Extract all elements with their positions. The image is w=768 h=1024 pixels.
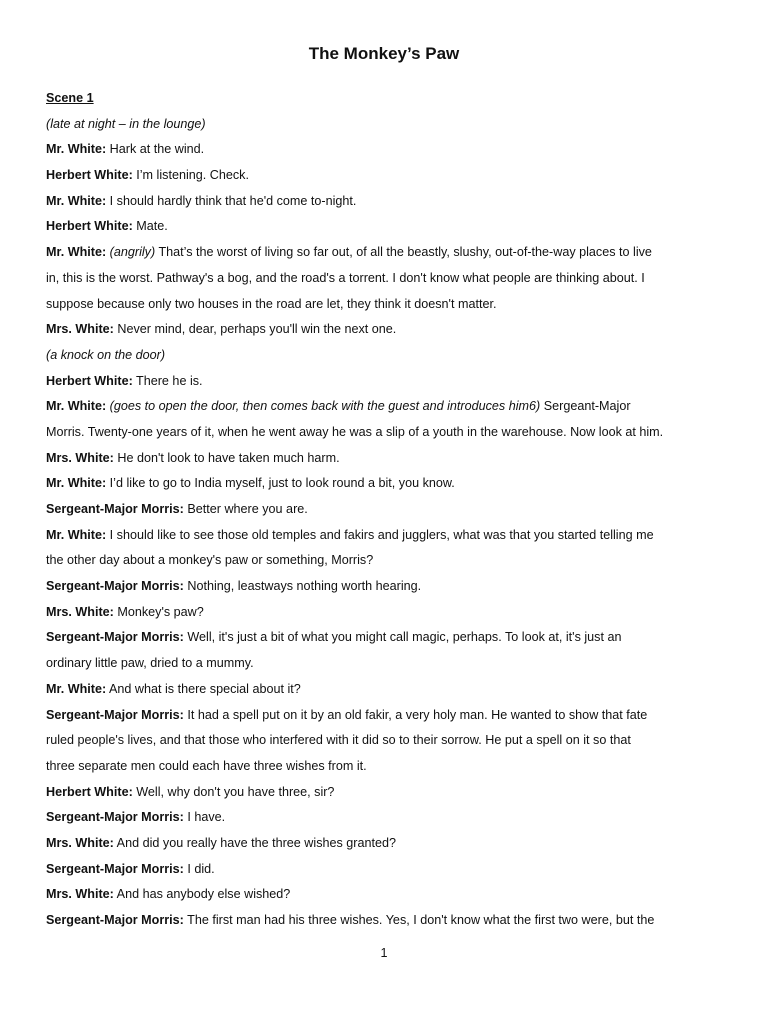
speaker-name: Sergeant-Major Morris: — [46, 502, 184, 516]
dialogue-text: I should like to see those old temples and fakirs and jugglers, what was that you started telling me — [106, 527, 654, 542]
dialogue-text: Sergeant-Major — [540, 399, 631, 414]
dialogue-line — [46, 882, 736, 908]
dialogue-line — [46, 523, 736, 549]
speaker-name: Mrs. White: — [46, 322, 114, 337]
dialogue-line — [46, 805, 736, 831]
speaker-name: Sergeant-Major Morris: — [46, 810, 184, 825]
stage-direction: (a knock on the door) — [46, 347, 166, 362]
page-number: 1 — [380, 946, 388, 960]
speaker-name: Herbert White: — [46, 784, 133, 799]
speaker-name: Mr. White: — [46, 399, 107, 414]
dialogue-line — [46, 137, 736, 163]
dialogue-text: Nothing, leastways nothing worth hearing. — [183, 579, 422, 594]
dialogue-text: the other day about a monkey's paw or something, Morris? — [46, 553, 374, 568]
dialogue-continuation-line — [46, 548, 736, 574]
dialogue-line — [46, 471, 736, 497]
page-title: The Monkey’s Paw — [308, 44, 460, 63]
speaker-name: Mrs. White: — [46, 604, 114, 619]
speaker-name: Mr. White: — [46, 681, 107, 696]
dialogue-text: I’d like to go to India myself, just to look round a bit, you know. — [106, 476, 455, 491]
dialogue-text: And has anybody else wished? — [113, 887, 291, 902]
dialogue-line — [46, 600, 736, 626]
dialogue-text: in, this is the worst. Pathway's a bog, and the road's a torrent. I don't know what people are thinking about. I — [46, 270, 645, 285]
dialogue-text: three separate men could each have three wishes from it. — [46, 758, 367, 773]
scene-heading-line — [46, 86, 736, 112]
dialogue-text: And what is there special about it? — [106, 681, 301, 696]
dialogue-line — [46, 703, 736, 729]
dialogue-line — [46, 908, 736, 934]
dialogue-line — [46, 780, 736, 806]
speaker-name: Sergeant-Major Morris: — [46, 913, 184, 927]
dialogue-text: That’s the worst of living so far out, of all the beastly, slushy, out-of-the-way places to live — [155, 245, 652, 260]
dialogue-text: I should hardly think that he'd come to-night. — [106, 193, 357, 208]
dialogue-text: Hark at the wind. — [106, 142, 205, 157]
dialogue-text: He don't look to have taken much harm. — [113, 450, 340, 465]
dialogue-line — [46, 189, 736, 215]
dialogue-line — [46, 625, 736, 651]
dialogue-text: Morris. Twenty-one years of it, when he went away he was a slip of a youth in the warehouse. Now look at him. — [46, 424, 664, 439]
dialogue-text: ruled people's lives, and that those who interfered with it did so to their sorrow. He put a spell on it so that — [46, 733, 631, 748]
dialogue-text: Never mind, dear, perhaps you'll win the next one. — [113, 322, 397, 337]
script-body — [46, 86, 736, 934]
dialogue-line — [46, 163, 736, 189]
speaker-name: Mr. White: — [46, 476, 107, 491]
speaker-name: Herbert White: — [46, 219, 133, 234]
dialogue-line — [46, 497, 736, 523]
speaker-name: Mr. White: — [46, 527, 107, 542]
dialogue-text: There he is. — [132, 373, 203, 388]
speaker-name: Herbert White: — [46, 373, 133, 388]
dialogue-text: The first man had his three wishes. Yes, I don't know what the first two were, but the — [183, 913, 655, 927]
dialogue-text: Monkey's paw? — [113, 604, 204, 619]
dialogue-text: I’m listening. Check. — [132, 168, 249, 183]
speaker-name: Sergeant-Major Morris: — [46, 707, 184, 722]
dialogue-continuation-line — [46, 754, 736, 780]
dialogue-line — [46, 831, 736, 857]
speaker-name: Mr. White: — [46, 245, 107, 260]
dialogue-text: And did you really have the three wishes granted? — [113, 835, 397, 850]
dialogue-line — [46, 240, 736, 266]
dialogue-continuation-line — [46, 266, 736, 292]
stage-direction-line — [46, 343, 736, 369]
stage-direction-line — [46, 112, 736, 138]
dialogue-text: I did. — [183, 861, 215, 876]
dialogue-line — [46, 446, 736, 472]
speaker-name: Mrs. White: — [46, 835, 114, 850]
dialogue-continuation-line — [46, 420, 736, 446]
stage-direction: (late at night – in the lounge) — [46, 116, 206, 131]
dialogue-line — [46, 677, 736, 703]
dialogue-line — [46, 394, 736, 420]
inline-stage-direction: (angrily) — [106, 245, 156, 260]
speaker-name: Sergeant-Major Morris: — [46, 579, 184, 594]
dialogue-line — [46, 214, 736, 240]
speaker-name: Sergeant-Major Morris: — [46, 630, 184, 645]
inline-stage-direction: (goes to open the door, then comes back with the guest and introduces him6) — [106, 399, 541, 414]
scene-heading: Scene 1 — [46, 91, 94, 105]
dialogue-text: It had a spell put on it by an old fakir, a very holy man. He wanted to show that fate — [183, 707, 648, 722]
dialogue-text: I have. — [183, 810, 226, 825]
dialogue-line — [46, 317, 736, 343]
dialogue-line — [46, 369, 736, 395]
dialogue-text: Well, it's just a bit of what you might call magic, perhaps. To look at, it's just an — [183, 630, 622, 645]
speaker-name: Sergeant-Major Morris: — [46, 861, 184, 876]
dialogue-line — [46, 857, 736, 883]
dialogue-text: suppose because only two houses in the road are let, they think it doesn't matter. — [46, 296, 497, 311]
dialogue-continuation-line — [46, 292, 736, 318]
speaker-name: Mrs. White: — [46, 887, 114, 902]
dialogue-text: Well, why don't you have three, sir? — [132, 784, 335, 799]
dialogue-line — [46, 574, 736, 600]
dialogue-text: ordinary little paw, dried to a mummy. — [46, 656, 254, 671]
speaker-name: Mr. White: — [46, 193, 107, 208]
dialogue-text: Better where you are. — [183, 502, 308, 516]
speaker-name: Mrs. White: — [46, 450, 114, 465]
speaker-name: Mr. White: — [46, 142, 107, 157]
dialogue-continuation-line — [46, 728, 736, 754]
dialogue-text: Mate. — [132, 219, 168, 234]
dialogue-continuation-line — [46, 651, 736, 677]
speaker-name: Herbert White: — [46, 168, 133, 183]
